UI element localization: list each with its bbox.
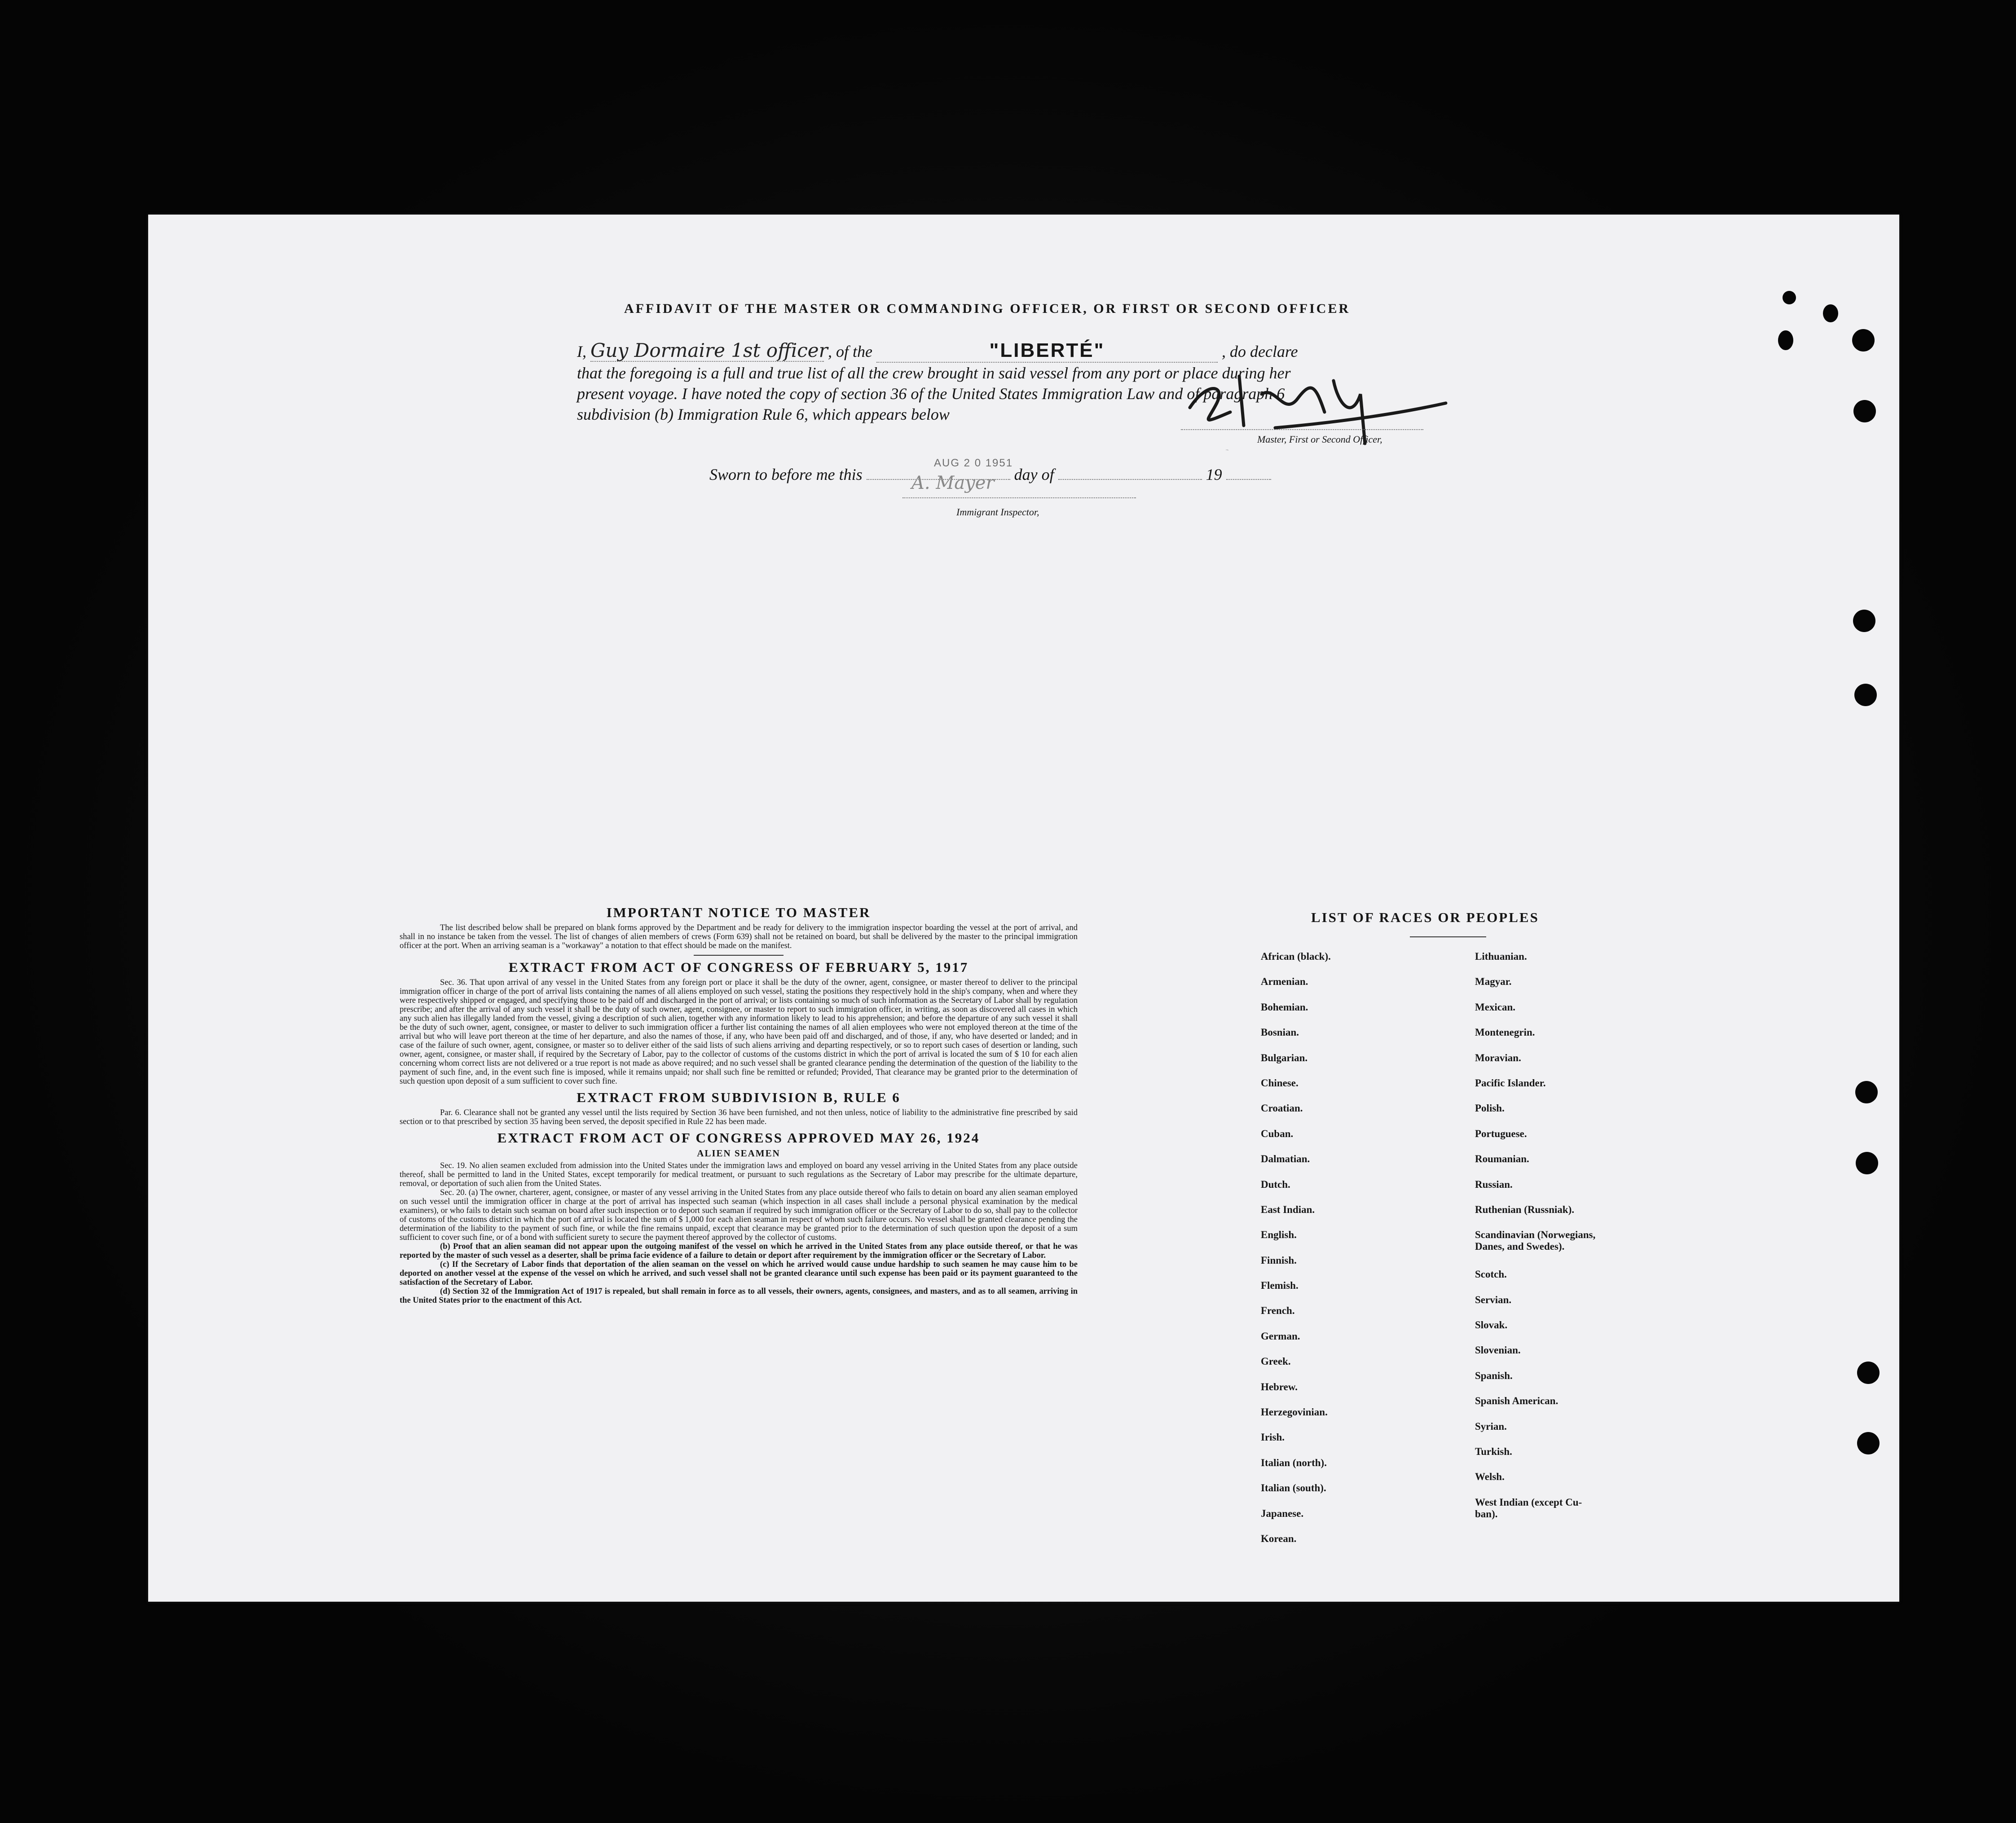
race-item: Portuguese. xyxy=(1475,1128,1527,1139)
race-item: French. xyxy=(1261,1305,1295,1317)
races-column-2 xyxy=(1475,951,1690,1522)
punch-hole xyxy=(1857,1432,1880,1454)
race-item: West Indian (except Cu- ban). xyxy=(1475,1496,1582,1520)
race-item: Dutch. xyxy=(1261,1178,1290,1190)
race-item: Roumanian. xyxy=(1475,1153,1529,1165)
notice-body: The list described below shall be prepared on blank forms approved by the Department and be ready for delivery to the immigration inspector boarding the vessel at the port of arrival, and shall in no instance be taken from the vessel. The list of changes of alien members of crews (Form 639) shall not be retained on board, but shall be delivered by the master to the principal immigration officer at the port. When an arriving seaman is a "workaway" a notation to that effect should be made on the manifest. xyxy=(400,923,1078,950)
punch-hole xyxy=(1852,329,1875,351)
race-item: Greek. xyxy=(1261,1356,1291,1367)
extract-rule6-title: EXTRACT FROM SUBDIVISION B, RULE 6 xyxy=(577,1089,901,1105)
alien-seamen-subtitle: ALIEN SEAMEN xyxy=(697,1148,780,1159)
race-item: German. xyxy=(1261,1330,1300,1342)
extract-1917-body: Sec. 36. That upon arrival of any vessel in the United States from any foreign port or place it shall be the duty of the owner, agent, consignee, or master thereof to deliver to the principal immigration officer in charge of the port of arrival lists containing the names of all aliens employed on such vessel, stating the positions they respectively hold in the ship's company, when and where they were respectively shipped or engaged, and specifying those to be paid off and discharged in the port of arrival; or lists containing so much of such information as the Secretary of Labor shall by regulation prescribe; and after the arrival of any such vessel it shall be the duty of such owner, agent, consignee, or master to report to such immigration officer, in writing, as soon as discovered all cases in which any such alien has illegally landed from the vessel, giving a description of such alien, together with any information likely to lead to his apprehension; and before the departure of any such vessel it shall be the duty of such owner, agent, consignee, or master to deliver to such immigration officer a further list containing the names of all alien employees who were not employed thereon at the time of the arrival but who will leave port thereon at the time of her departure, and also the names of those, if any, who have been paid off and discharged, and of those, if any, who have deserted or landed; and in case of the failure of such owner, agent, consignee, or master so to deliver either of the said lists of such aliens arriving and departing respectively, or so to report such cases of desertion or landing, such owner, agent, consignee, or master shall, if required by the Secretary of Labor, pay to the collector of customs of the customs district in which the port of arrival is located the sum of $ 10 for each alien concerning whom correct lists are not delivered or a true report is not made as above required; and no such vessel shall be granted clearance pending the determination of the question of the liability to the payment of such fine, and, in the event such fine is imposed, while it remains unpaid; nor shall such fine be remitted or refunded; Provided, That clearance may be granted prior to the determination of such question upon deposit of a sum sufficient to cover such fine. xyxy=(400,978,1078,1086)
race-item: Bohemian. xyxy=(1261,1001,1308,1013)
race-item: Hebrew. xyxy=(1261,1381,1298,1393)
ink-spot xyxy=(1778,330,1793,350)
ink-spot xyxy=(1783,291,1796,304)
race-item: Armenian. xyxy=(1261,976,1308,988)
signature-caption: Master, First or Second Officer, xyxy=(1257,434,1382,445)
races-title-rule xyxy=(1410,936,1486,937)
inspector-signature: A. Mayer xyxy=(911,473,995,493)
sec-20a-text: Sec. 20. (a) The owner, charterer, agent, consignee, or master of any vessel arriving in the United States from any place outside thereof who fails to detain on board any alien seaman employed on such vessel until the immigration officer in charge at the port of arrival has inspected such seaman (which inspection in all cases shall include a personal physical examination by the medical examiners), or who fails to detain such seaman on board after such inspection or to deport such seaman if required by such immigration officer or the Secretary of Labor to do so, shall pay to the collector of customs of the customs district in which the port of arrival is located the sum of $ 1,000 for each alien seaman in respect of whom such failure occurs. No vessel shall be granted clearance pending the determination of the liability to the payment of such fine, or while the fine remains unpaid, except that clearance may be granted prior to the determination of such question upon the deposit of a sum sufficient to cover such fine, or of a bond with sufficient surety to secure the payment thereof approved by the collector of customs. xyxy=(400,1188,1078,1242)
sec-20c-text: (c) If the Secretary of Labor finds that deportation of the alien seaman on the vessel on which he arrived would cause undue hardship to such seamen he may cause him to be deported on another vessel at the expense of the vessel on which he arrived, and such vessel shall not be granted clearance until such expense has been paid or its payment guaranteed to the satisfaction of the Secretary of Labor. xyxy=(400,1260,1078,1287)
race-item: Syrian. xyxy=(1475,1420,1507,1432)
race-item: East Indian. xyxy=(1261,1204,1315,1215)
manifest-page xyxy=(148,215,1899,1602)
race-item: Magyar. xyxy=(1475,976,1512,988)
officer-name-handwritten: Guy Dormaire 1st officer xyxy=(590,339,828,361)
race-item: Slovak. xyxy=(1475,1319,1508,1331)
race-item: Scotch. xyxy=(1475,1269,1507,1280)
race-item: Russian. xyxy=(1475,1178,1513,1190)
race-item: Spanish American. xyxy=(1475,1395,1558,1407)
affidavit-line2: that the foregoing is a full and true list of all the crew brought in said vessel from any port or place during her xyxy=(577,364,1291,382)
sec-20b-text: (b) Proof that an alien seaman did not appear upon the outgoing manifest of the vessel on which he arrived in the United States from any place outside thereof, or that he was reported by the master of such vessel as a deserter, shall be prima facie evidence of a failure to detain or deport after requirement by the immigration officer or the Secretary of Labor. xyxy=(400,1242,1078,1260)
date-stamp: AUG 2 0 1951 xyxy=(934,457,1013,469)
race-item: Croatian. xyxy=(1261,1103,1303,1114)
race-item: Welsh. xyxy=(1475,1471,1505,1483)
punch-hole xyxy=(1853,400,1876,422)
do-declare-text: , do declare xyxy=(1221,343,1298,360)
sec-20d-text: (d) Section 32 of the Immigration Act of 1917 is repealed, but shall remain in force as to all vessels, their owners, agents, consignees, and masters, and as to all seamen, arriving in the United States prior to the enactment of this Act. xyxy=(400,1287,1078,1305)
race-item: Finnish. xyxy=(1261,1254,1297,1266)
affidavit-line4: subdivision (b) Immigration Rule 6, which appears below xyxy=(577,405,950,423)
race-item: Scandinavian (Norwegians, Danes, and Swedes). xyxy=(1475,1229,1596,1252)
race-item: Mexican. xyxy=(1475,1001,1516,1013)
ink-spot xyxy=(1823,304,1838,322)
inspector-caption: Immigrant Inspector, xyxy=(956,506,1039,518)
inspector-line xyxy=(902,497,1136,498)
day-of-text: day of xyxy=(1014,466,1054,483)
extract-rule6-body: Par. 6. Clearance shall not be granted any vessel until the lists required by Section 36 have been furnished, and not then unless, notice of liability to the administrative fine prescribed by said section or to that prescribed by section 35 having been served, the deposit specified in Rule 22 has been made. xyxy=(400,1108,1078,1126)
race-item: Moravian. xyxy=(1475,1052,1521,1063)
race-item: Herzegovinian. xyxy=(1261,1406,1328,1418)
race-item: Flemish. xyxy=(1261,1280,1299,1291)
race-item: Korean. xyxy=(1261,1533,1297,1544)
races-column-1 xyxy=(1261,951,1404,1558)
race-item: Irish. xyxy=(1261,1432,1285,1443)
signature-line xyxy=(1181,429,1423,430)
race-item: Pacific Islander. xyxy=(1475,1077,1546,1089)
race-item: Servian. xyxy=(1475,1294,1512,1305)
race-item: Lithuanian. xyxy=(1475,951,1527,962)
race-item: Japanese. xyxy=(1261,1507,1304,1519)
race-item: Cuban. xyxy=(1261,1128,1294,1139)
punch-hole xyxy=(1855,1081,1878,1103)
affidavit-heading: AFFIDAVIT OF THE MASTER OR COMMANDING OFFICER, OR FIRST OR SECOND OFFICER xyxy=(624,301,1351,316)
race-item: African (black). xyxy=(1261,951,1331,962)
race-item: Slovenian. xyxy=(1475,1344,1521,1356)
punch-hole xyxy=(1857,1362,1880,1384)
race-item: Bosnian. xyxy=(1261,1027,1299,1038)
svg-text:G Dary: G Dary xyxy=(1226,450,1228,451)
sec-19-text: Sec. 19. No alien seamen excluded from admission into the United States under the immigration laws and employed on board any vessel arriving in the United States from any place outside thereof, shall be permitted to land in the United States, except temporarily for medical treatment, or pursuant to such regulations as the Secretary of Labor may prescribe for the ultimate departure, removal, or deportation of such alien from the United States. xyxy=(400,1161,1078,1188)
extract-1917-title: EXTRACT FROM ACT OF CONGRESS OF FEBRUARY 5, 1917 xyxy=(508,959,969,975)
year-prefix: 19 xyxy=(1206,466,1222,483)
punch-hole xyxy=(1853,610,1875,632)
extract-1924-title: EXTRACT FROM ACT OF CONGRESS APPROVED MAY 26, 1924 xyxy=(497,1130,980,1146)
vessel-name: "LIBERTÉ" xyxy=(989,339,1105,361)
punch-hole xyxy=(1854,684,1877,706)
important-notice xyxy=(400,905,1078,1305)
race-item: Spanish. xyxy=(1475,1370,1513,1381)
races-list-title: LIST OF RACES OR PEOPLES xyxy=(1311,909,1539,925)
race-item: Ruthenian (Russniak). xyxy=(1475,1204,1575,1215)
race-item: Montenegrin. xyxy=(1475,1027,1535,1038)
race-item: English. xyxy=(1261,1229,1297,1241)
punch-hole xyxy=(1856,1152,1878,1174)
race-item: Polish. xyxy=(1475,1103,1505,1114)
race-item: Italian (south). xyxy=(1261,1482,1326,1494)
affidavit-line3: present voyage. I have noted the copy of section 36 of the United States Immigration Law and of paragraph 6 xyxy=(577,385,1285,403)
race-item: Bulgarian. xyxy=(1261,1052,1308,1063)
race-item: Turkish. xyxy=(1475,1446,1512,1458)
sworn-prefix: Sworn to before me this xyxy=(709,466,863,483)
notice-title: IMPORTANT NOTICE TO MASTER xyxy=(606,905,871,920)
of-the-text: , of the xyxy=(828,343,872,360)
race-item: Italian (north). xyxy=(1261,1457,1327,1468)
race-item: Dalmatian. xyxy=(1261,1153,1310,1165)
affidavit-prefix: I, xyxy=(577,343,586,360)
race-item: Chinese. xyxy=(1261,1077,1299,1089)
affidavit-text xyxy=(577,340,1708,425)
